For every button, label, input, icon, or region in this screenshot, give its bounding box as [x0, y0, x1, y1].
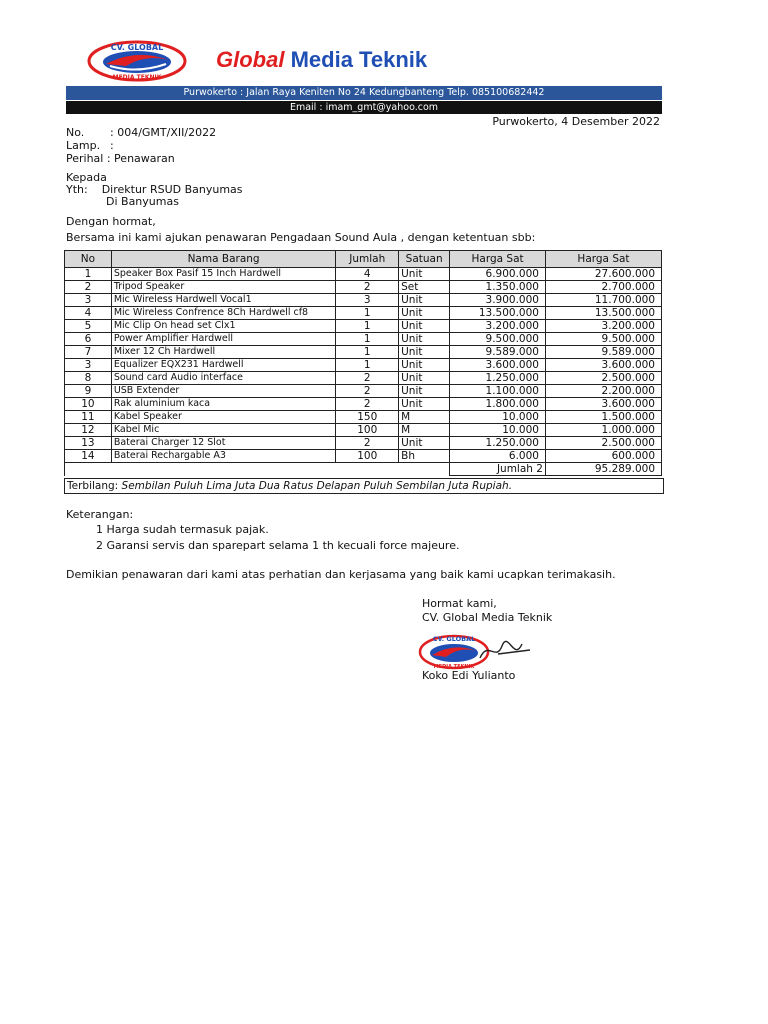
- row-price: 10.000: [450, 424, 546, 437]
- header-no: No: [65, 251, 112, 268]
- header-total: Harga Sat: [545, 251, 661, 268]
- row-name: Mic Clip On head set Clx1: [111, 320, 336, 333]
- row-name: Kabel Mic: [111, 424, 336, 437]
- signature-stamp: [418, 632, 536, 672]
- note-item-1: 1 Harga sudah termasuk pajak.: [96, 523, 269, 536]
- row-unit: Unit: [399, 294, 450, 307]
- row-name: Power Amplifier Hardwell: [111, 333, 336, 346]
- recipient-location: Di Banyumas: [106, 195, 179, 208]
- row-unit: Unit: [399, 333, 450, 346]
- row-total: 3.200.000: [545, 320, 661, 333]
- row-qty: 1: [336, 359, 399, 372]
- row-unit: Unit: [399, 346, 450, 359]
- table-row: [65, 359, 662, 372]
- logo-top-text: CV. GLOBAL: [110, 43, 164, 52]
- row-no: 6: [65, 333, 112, 346]
- letter-subject: [66, 152, 175, 165]
- row-price: 10.000: [450, 411, 546, 424]
- table-row: [65, 307, 662, 320]
- table-row: [65, 385, 662, 398]
- row-no: 3: [65, 294, 112, 307]
- row-price: 1.350.000: [450, 281, 546, 294]
- signature-company: CV. Global Media Teknik: [422, 611, 553, 624]
- row-no: 9: [65, 385, 112, 398]
- row-name: Mic Wireless Confrence 8Ch Hardwell cf8: [111, 307, 336, 320]
- letter-date: Purwokerto, 4 Desember 2022: [492, 115, 660, 128]
- logo-bottom-text: MEDIA TEKNIK: [112, 74, 162, 81]
- no-value: : 004/GMT/XII/2022: [110, 126, 217, 139]
- row-name: Rak aluminium kaca: [111, 398, 336, 411]
- row-qty: 1: [336, 320, 399, 333]
- row-qty: 2: [336, 437, 399, 450]
- row-no: 11: [65, 411, 112, 424]
- row-price: 1.250.000: [450, 437, 546, 450]
- total-row: [65, 463, 662, 476]
- row-no: 12: [65, 424, 112, 437]
- table-row: [65, 411, 662, 424]
- row-no: 3: [65, 359, 112, 372]
- row-qty: 1: [336, 307, 399, 320]
- row-unit: Unit: [399, 307, 450, 320]
- total-value: 95.289.000: [545, 463, 661, 476]
- row-name: Baterai Rechargable A3: [111, 450, 336, 463]
- signature-name: Koko Edi Yulianto: [422, 669, 516, 682]
- row-total: 2.500.000: [545, 437, 661, 450]
- row-name: Baterai Charger 12 Slot: [111, 437, 336, 450]
- row-total: 2.200.000: [545, 385, 661, 398]
- table-row: [65, 268, 662, 281]
- row-unit: Unit: [399, 359, 450, 372]
- row-no: 10: [65, 398, 112, 411]
- header-name: Nama Barang: [111, 251, 336, 268]
- table-row: [65, 372, 662, 385]
- row-no: 14: [65, 450, 112, 463]
- row-unit: Unit: [399, 372, 450, 385]
- row-total: 9.589.000: [545, 346, 661, 359]
- row-price: 13.500.000: [450, 307, 546, 320]
- row-qty: 2: [336, 385, 399, 398]
- row-qty: 2: [336, 281, 399, 294]
- row-price: 3.600.000: [450, 359, 546, 372]
- header-qty: Jumlah: [336, 251, 399, 268]
- row-name: Sound card Audio interface: [111, 372, 336, 385]
- row-total: 1.500.000: [545, 411, 661, 424]
- row-name: Mic Wireless Hardwell Vocal1: [111, 294, 336, 307]
- table-row: [65, 398, 662, 411]
- row-qty: 3: [336, 294, 399, 307]
- header-unit: Satuan: [399, 251, 450, 268]
- table-row: [65, 294, 662, 307]
- row-price: 1.100.000: [450, 385, 546, 398]
- table-row: [65, 281, 662, 294]
- row-total: 2.700.000: [545, 281, 661, 294]
- brand-global: Global: [216, 47, 285, 72]
- row-unit: Bh: [399, 450, 450, 463]
- row-no: 1: [65, 268, 112, 281]
- row-no: 2: [65, 281, 112, 294]
- table-row: [65, 450, 662, 463]
- intro-text: Bersama ini kami ajukan penawaran Pengadaan Sound Aula , dengan ketentuan sbb:: [66, 231, 536, 244]
- row-price: 9.589.000: [450, 346, 546, 359]
- row-price: 6.900.000: [450, 268, 546, 281]
- total-label: Jumlah 2: [450, 463, 546, 476]
- row-name: Kabel Speaker: [111, 411, 336, 424]
- row-qty: 2: [336, 372, 399, 385]
- table-row: [65, 437, 662, 450]
- table-row: [65, 424, 662, 437]
- table-row: [65, 333, 662, 346]
- header-price: Harga Sat: [450, 251, 546, 268]
- perihal-label: Perihal: [66, 152, 104, 165]
- notes-title: Keterangan:: [66, 508, 134, 521]
- row-qty: 150: [336, 411, 399, 424]
- row-total: 600.000: [545, 450, 661, 463]
- row-total: 13.500.000: [545, 307, 661, 320]
- terbilang-label: Terbilang:: [67, 480, 119, 492]
- row-unit: Unit: [399, 268, 450, 281]
- row-qty: 2: [336, 398, 399, 411]
- stamp-top-text: CV. GLOBAL: [432, 635, 476, 643]
- row-qty: 100: [336, 450, 399, 463]
- row-unit: Unit: [399, 385, 450, 398]
- greeting: Dengan hormat,: [66, 215, 156, 228]
- row-price: 3.900.000: [450, 294, 546, 307]
- terbilang-text: Sembilan Puluh Lima Juta Dua Ratus Delapan Puluh Sembilan Juta Rupiah.: [121, 480, 513, 492]
- row-qty: 4: [336, 268, 399, 281]
- row-total: 3.600.000: [545, 359, 661, 372]
- table-header-row: [65, 251, 662, 268]
- signature-regards: Hormat kami,: [422, 597, 497, 610]
- perihal-value: : Penawaran: [106, 152, 175, 165]
- row-unit: Unit: [399, 320, 450, 333]
- brand-rest: Media Teknik: [290, 47, 428, 72]
- row-total: 1.000.000: [545, 424, 661, 437]
- row-no: 4: [65, 307, 112, 320]
- note-item-2: 2 Garansi servis dan sparepart selama 1 th kecuali force majeure.: [96, 539, 460, 552]
- amount-in-words: [64, 478, 664, 494]
- row-price: 1.250.000: [450, 372, 546, 385]
- row-name: Speaker Box Pasif 15 Inch Hardwell: [111, 268, 336, 281]
- no-label: No.: [66, 126, 85, 139]
- lamp-value: :: [110, 139, 114, 152]
- row-qty: 1: [336, 346, 399, 359]
- row-no: 7: [65, 346, 112, 359]
- row-qty: 1: [336, 333, 399, 346]
- recipient-kepada: Kepada: [66, 171, 107, 184]
- row-price: 3.200.000: [450, 320, 546, 333]
- row-unit: Set: [399, 281, 450, 294]
- row-unit: Unit: [399, 437, 450, 450]
- letter-lamp: [66, 139, 114, 152]
- row-no: 13: [65, 437, 112, 450]
- row-unit: M: [399, 424, 450, 437]
- recipient-yth: Yth: Direktur RSUD Banyumas: [66, 183, 243, 196]
- brand-title: [216, 47, 427, 73]
- row-total: 3.600.000: [545, 398, 661, 411]
- lamp-label: Lamp.: [66, 139, 101, 152]
- row-name: Equalizer EQX231 Hardwell: [111, 359, 336, 372]
- row-name: USB Extender: [111, 385, 336, 398]
- row-total: 2.500.000: [545, 372, 661, 385]
- row-name: Tripod Speaker: [111, 281, 336, 294]
- row-no: 5: [65, 320, 112, 333]
- address-bar: Purwokerto : Jalan Raya Keniten No 24 Kedungbanteng Telp. 085100682442: [66, 86, 662, 100]
- table-row: [65, 320, 662, 333]
- row-total: 27.600.000: [545, 268, 661, 281]
- items-table: [64, 250, 662, 476]
- row-unit: Unit: [399, 398, 450, 411]
- stamp-bottom-text: MEDIA TEKNIK: [433, 664, 475, 670]
- row-no: 8: [65, 372, 112, 385]
- row-price: 1.800.000: [450, 398, 546, 411]
- table-row: [65, 346, 662, 359]
- row-unit: M: [399, 411, 450, 424]
- row-qty: 100: [336, 424, 399, 437]
- row-total: 9.500.000: [545, 333, 661, 346]
- row-name: Mixer 12 Ch Hardwell: [111, 346, 336, 359]
- row-price: 9.500.000: [450, 333, 546, 346]
- letter-number: [66, 126, 216, 139]
- row-total: 11.700.000: [545, 294, 661, 307]
- company-logo: [86, 40, 188, 82]
- email-bar: Email : imam_gmt@yahoo.com: [66, 101, 662, 114]
- closing-text: Demikian penawaran dari kami atas perhatian dan kerjasama yang baik kami ucapkan terimakasih.: [66, 568, 616, 581]
- row-price: 6.000: [450, 450, 546, 463]
